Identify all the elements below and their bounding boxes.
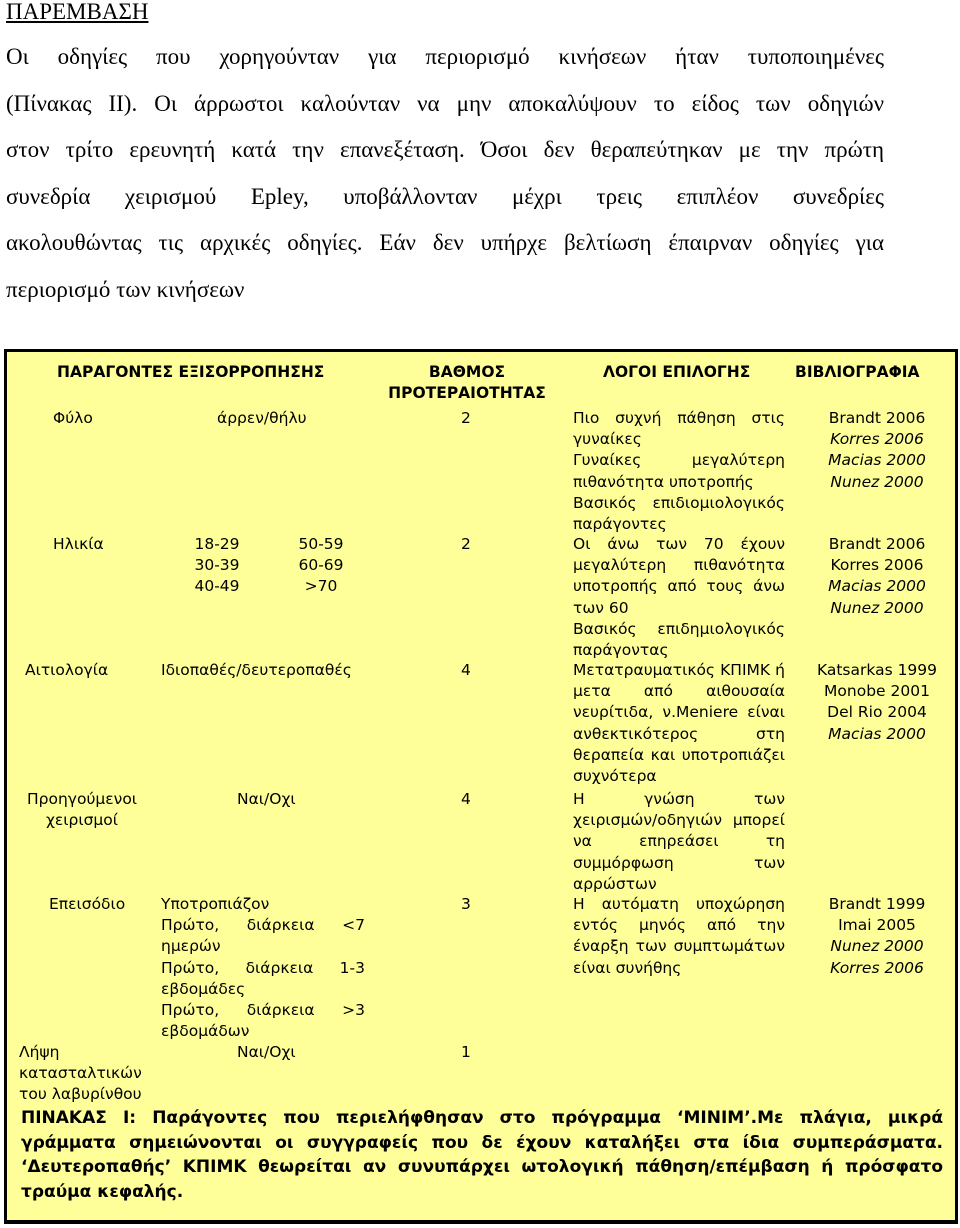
factor-value: Ναι/Οχι xyxy=(237,790,296,808)
paragraph-line: ακολουθώντας τις αρχικές οδηγίες. Εάν δεν υπήρχε βελτίωση έπαιρναν οδηγίες για xyxy=(6,230,884,255)
priority-value: 2 xyxy=(461,535,471,553)
reasons-cell: Πιο συχνή πάθηση στις γυναίκες Γυναίκες μεγαλύτερη πιθανότητα υποτροπής Βασικός επιδιομιολογικός παράγοντες xyxy=(573,409,785,533)
paragraph-line: συνεδρία χειρισμού Epley, υποβάλλονταν μέχρι τρεις επιπλέον συνεδρίες xyxy=(6,183,884,209)
priority-value: 2 xyxy=(461,409,471,427)
priority-value: 4 xyxy=(461,790,471,808)
priority-value: 4 xyxy=(461,661,471,679)
age-ranges-left: 18-29 30-39 40-49 xyxy=(194,535,240,596)
age-ranges-right: 50-59 60-69 >70 xyxy=(298,535,344,596)
reasons-cell: Η γνώση των χειρισμών/οδηγιών μπορεί να επηρεάσει τη συμμόρφωση των αρρώστων xyxy=(573,790,785,893)
header-priority-line2: ΠΡΟΤΕΡΑΙΟΤΗΤΑΣ xyxy=(388,384,546,403)
factor-value: Ναι/Οχι xyxy=(237,1043,296,1061)
paragraph-line: στον τρίτο ερευνητή κατά την επανεξέταση. Όσοι δεν θεραπεύτηκαν με την πρώτη xyxy=(6,137,884,162)
section-heading: ΠΑΡΕΜΒΑΣΗ xyxy=(6,0,149,24)
paragraph-line: Οι οδηγίες που χορηγούνταν για περιορισμό κινήσεων ήταν τυποποιημένες xyxy=(6,44,884,69)
bibliography-cell: Katsarkas 1999 Monobe 2001 Del Rio 2004 Macias 2000 xyxy=(816,661,938,743)
factor-value: Ιδιοπαθές/δευτεροπαθές xyxy=(161,661,352,679)
factor-label: Λήψη κατασταλτικών του λαβυρίνθου xyxy=(19,1043,142,1104)
factor-label: Επεισόδιο xyxy=(49,895,126,913)
factor-label: Ηλικία xyxy=(53,535,104,553)
factor-label: Προηγούμενοι χειρισμοί xyxy=(27,790,138,830)
bibliography-cell: Brandt 2006 Korres 2006 Macias 2000 Nunez 2000 xyxy=(828,409,926,491)
header-priority-line1: ΒΑΘΜΟΣ xyxy=(428,363,506,381)
header-bibliography: ΒΙΒΛΙΟΓΡΑΦΙΑ xyxy=(795,363,920,381)
priority-value: 3 xyxy=(461,895,471,913)
factor-label: Αιτιολογία xyxy=(25,661,109,679)
paragraph-line: περιορισμό των κινήσεων xyxy=(6,276,245,302)
paragraph-line: (Πίνακας ΙΙ). Οι άρρωστοι καλούνταν να μην αποκαλύψουν το είδος των οδηγιών xyxy=(6,90,884,116)
bibliography-cell: Brandt 2006 Korres 2006 Macias 2000 Nunez 2000 xyxy=(828,535,926,617)
factor-label: Φύλο xyxy=(53,409,93,427)
factor-value: Υποτροπιάζον Πρώτο, διάρκεια <7 ημερών Πρώτο, διάρκεια 1-3 εβδομάδες Πρώτο, διάρκεια >3 εβδομάδων xyxy=(161,895,365,1041)
header-priority xyxy=(387,362,547,404)
factor-value: άρρεν/θήλυ xyxy=(217,409,307,427)
reasons-cell: Οι άνω των 70 έχουν μεγαλύτερη πιθανότητα υποτροπής από τους άνω των 60 Βασικός επιδημιολογικός παράγοντας xyxy=(573,535,785,659)
table-caption: ΠΙΝΑΚΑΣ Ι: Παράγοντες που περιελήφθησαν στο πρόγραμμα ‘ΜΙΝΙΜ’.Με πλάγια, μικρά γράμματα σημειώνονται οι συγγραφείς που δε έχουν καταλήξει στα ίδια συμπεράσματα. ‘Δευτεροπαθής’ ΚΠΙΜΚ θεωρείται αν συνυπάρχει ωτολογική πάθηση/επέμβαση ή πρόσφατο τραύμα κεφαλής. xyxy=(21,1108,943,1202)
header-factors: ΠΑΡΑΓΟΝΤΕΣ ΕΞΙΣΟΡΡΟΠΗΣΗΣ xyxy=(57,363,325,381)
reasons-cell: Η αυτόματη υποχώρηση εντός μηνός από την έναρξη των συμπτωμάτων είναι συνήθης xyxy=(573,895,785,977)
bibliography-cell: Brandt 1999 Imai 2005 Nunez 2000 Korres 2006 xyxy=(828,895,926,977)
priority-value: 1 xyxy=(461,1043,471,1061)
reasons-cell: Μετατραυματικός ΚΠΙΜΚ ή μετα από αιθουσαία νευρίτιδα, ν.Meniere είναι ανθεκτικότερος στη θεραπεία και υποτροπιάζει συχνότερα xyxy=(573,661,785,785)
intro-paragraph xyxy=(6,34,884,313)
header-reasons: ΛΟΓΟΙ ΕΠΙΛΟΓΗΣ xyxy=(603,363,751,381)
factors-table xyxy=(4,349,958,1224)
